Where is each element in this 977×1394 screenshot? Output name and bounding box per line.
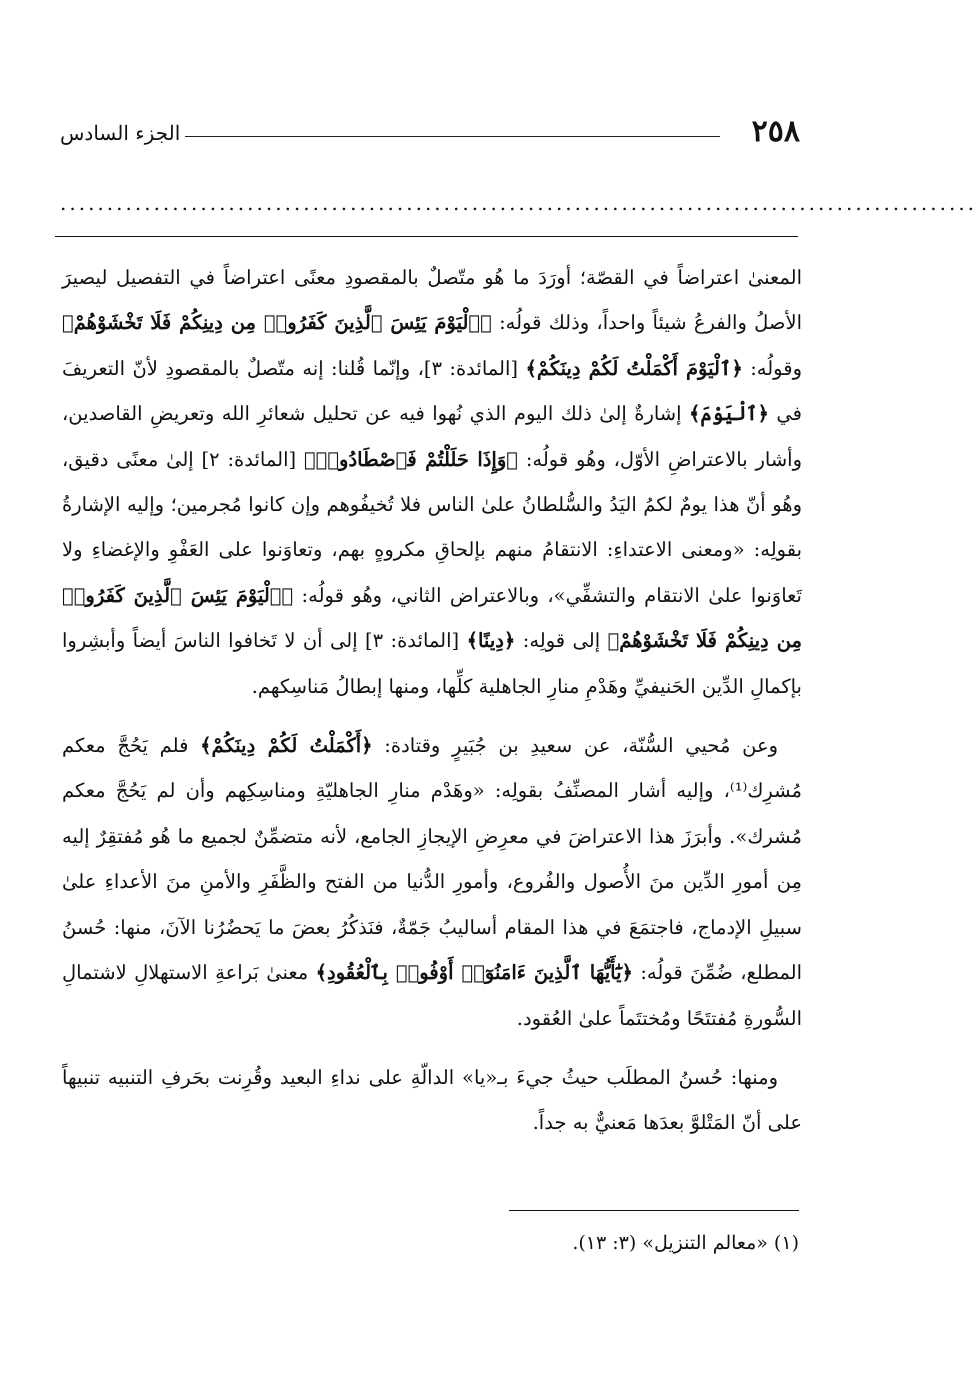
top-rule	[55, 236, 798, 237]
header-rule	[185, 136, 720, 137]
quran-verse: ﴿ٱلْيَوْمَ﴾	[689, 402, 769, 426]
quran-verse: ﴿أَكْمَلْتُ لَكُمْ دِينَكُمْ﴾	[200, 734, 373, 758]
main-text	[62, 255, 802, 1160]
quran-verse: ﴿وَإِذَا حَلَلْتُمْ فَٱصْطَادُوا۟﴾	[303, 447, 518, 471]
paragraph	[62, 723, 802, 1041]
quran-verse: ﴿يَٰٓأَيُّهَا ٱلَّذِينَ ءَامَنُوٓا۟ أَوْفُوا۟ بِٱلْعُقُودِ﴾	[315, 961, 633, 985]
paragraph	[62, 255, 802, 709]
page-number: ٢٥٨	[751, 114, 800, 149]
text-segment: معنىٰ بَراعةِ الاستهلالِ لاشتمالِ السُّورةِ مُفتتَحًا ومُختتَماً علىٰ العُقود.	[62, 961, 802, 1030]
text-segment: ومنها: حُسنُ المطلَب حيثُ جيءَ بـ«يا» الدالّةِ على نداءِ البعيد وقُرِنت بحَرفِ التنبيه تنبيهاً على أنّ المَتْلوَّ بعدَها مَعنيٌّ به جداً.	[62, 1065, 802, 1135]
footnote: (١) «معالم التنزيل» (٣: ١٣).	[572, 1232, 799, 1254]
page-header	[60, 112, 800, 162]
text-segment: إشارةٌ إلىٰ ذلك اليوم الذي نُهوا فيه عن تحليل شعائرِ الله وتعريضِ القاصدين، وأشار بالاعتراضِ الأوّل، وهُو قولُه:	[62, 402, 802, 471]
dotted-separator: ..................................................................................................	[60, 191, 977, 215]
text-segment: وقولُه:	[742, 356, 802, 380]
text-segment: إلى قولِه:	[515, 629, 608, 653]
footnote-rule	[509, 1210, 799, 1211]
text-segment: [المائدة: ٣]، وإنّما قُلنا: إنه متّصلٌ بالمقصودِ لأنّ التعريفَ في	[62, 356, 802, 426]
running-title: الجزء السادس	[60, 121, 181, 145]
text-segment: وعن مُحيي السُّنّة، عن سعيدِ بن جُبَيرٍ وقتادة:	[372, 734, 779, 758]
quran-verse: ﴿ٱلْيَوْمَ يَئِسَ ٱلَّذِينَ كَفَرُوا۟ مِن دِينِكُمْ فَلَا تَخْشَوْهُمْ﴾	[62, 311, 492, 335]
quran-verse: ﴿ٱلْيَوْمَ أَكْمَلْتُ لَكُمْ دِينَكُمْ﴾	[525, 356, 743, 380]
text-segment: فلم يَحُجَّ معكم مُشرِك⁽¹⁾، وإليه أشار المصنِّفُ بقولِه: «وهَدْم منارِ الجاهليّةِ ومناسِكِهم وأن لم يَحُجَّ معكم مُشرك». وأبرَزَ هذا الاعتراضَ في معرِضِ الإيجازِ الجامع، لأنه متضمِّنٌ لجميع ما هُو مُفتقِرٌ إليه مِن أمورِ الدِّين منَ الأُصول والفُروع، وأمورِ الدُّنيا من الفتح والظَّفَرِ والأمنِ منَ الأعداءِ علىٰ سبيلِ الإدماج، فاجتمَعَ في هذا المقام أساليبُ جَمّةٌ، فنَذكُرُ بعضَ ما يَحضُرُنا الآنَ، منها: حُسنُ المطلع، ضُمِّنَ قولُه:	[62, 734, 803, 985]
quran-verse: ﴿ٱلْيَوْمَ يَئِسَ ٱلَّذِينَ كَفَرُوا۟ مِن دِينِكُمْ فَلَا تَخْشَوْهُمْ﴾	[62, 583, 802, 653]
quran-verse: ﴿دِينًا﴾	[466, 629, 516, 653]
text-segment: المعنىٰ اعتراضاً في القصّة؛ أورَدَ ما هُو متّصلٌ بالمقصودِ معنًى اعتراضاً في التفصيل ليصيرَ الأصلُ والفرعُ شيئاً واحداً، وذلك قولُه:	[62, 266, 802, 335]
paragraph	[62, 1055, 802, 1146]
text-segment: [المائدة: ٣] إلى أن لا تَخافوا الناسَ أيضاً وأبشِروا بإكمالِ الدِّين الحَنيفيِّ وهَدْمِ منارِ الجاهلية كلِّها، ومنها إبطالُ مَناسِكهم.	[62, 629, 802, 698]
text-segment: [المائدة: ٢] إلىٰ معنًى دقيق، وهُو أنّ هذا يومٌ لكمُ اليَدُ والسُّلطانُ علىٰ الناس فلا تُخيفُوهم وإن كانوا مُجرمين؛ وإليه الإشارةُ بقولِه: «ومعنى الاعتداءِ: الانتقامُ منهم بإلحاقِ مكروهٍ بهم، وتعاوَنوا على العَفْوِ والإغضاءِ ولا تَعاوَنوا علىٰ الانتقام والتشفِّي»، وبالاعتراض الثاني، وهُو قولُه:	[62, 447, 802, 607]
